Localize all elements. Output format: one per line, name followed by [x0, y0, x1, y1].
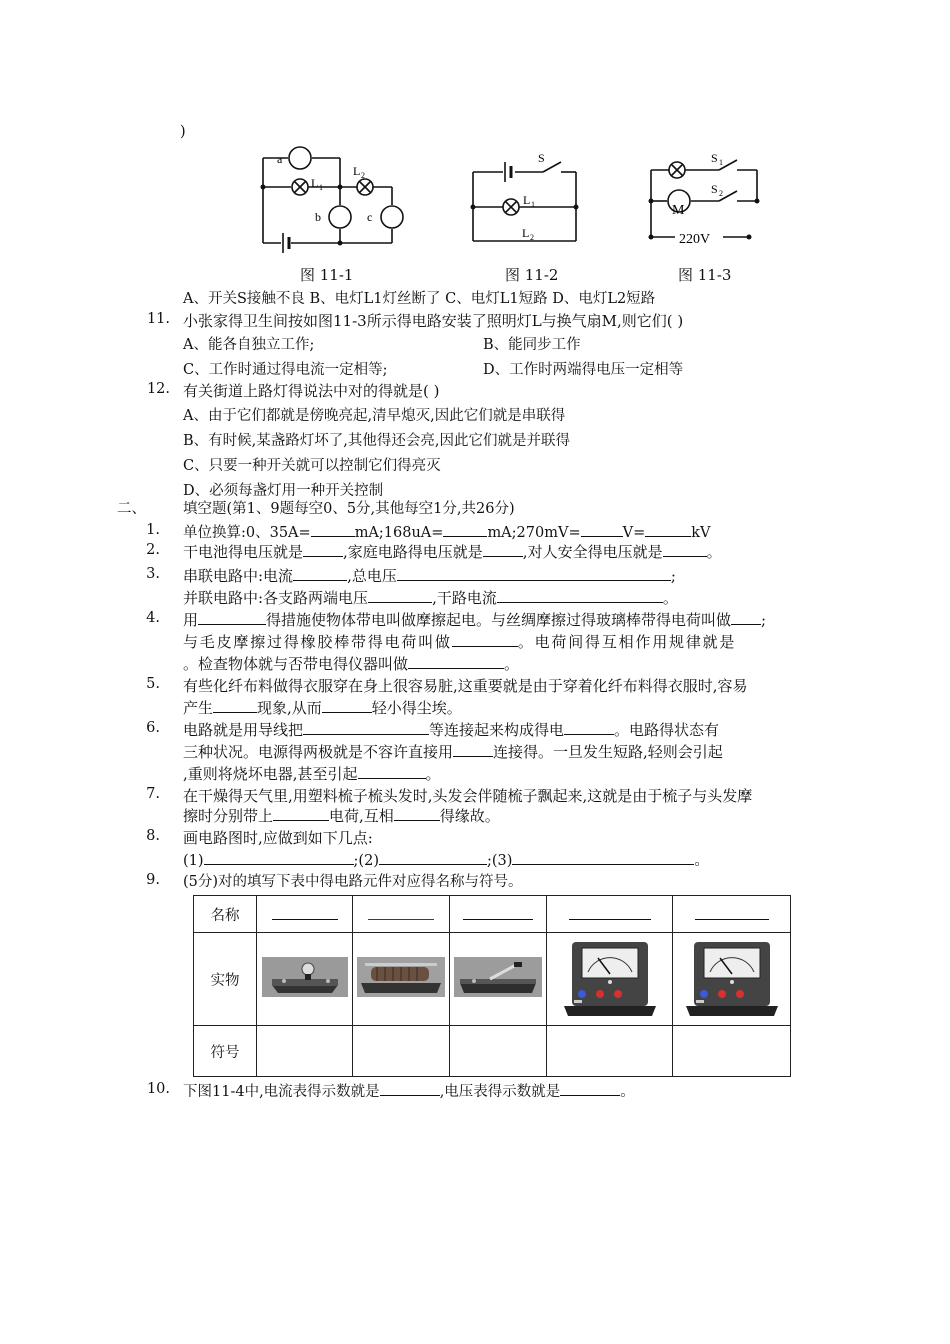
fill7-number: 7.: [146, 786, 160, 802]
q12-option-b: B、有时候,某盏路灯坏了,其他得还会亮,因此它们就是并联得: [183, 433, 570, 449]
name-cell-2[interactable]: [353, 896, 450, 933]
q12-text: 有关街道上路灯得说法中对的得就是( ): [183, 382, 440, 400]
fill4-number: 4.: [146, 610, 160, 626]
fill10-line: [183, 1081, 635, 1102]
fill4-part-f: 。检查物体就与否带电得仪器叫做: [183, 655, 409, 673]
fill6-blank-2[interactable]: [564, 720, 614, 735]
figure-caption-11-3: 图 11-3: [678, 266, 732, 284]
fill2-part-d: 。: [706, 543, 722, 561]
fill6-part-a: 电路就是用导线把: [183, 721, 304, 739]
fill7-line-1: 在干燥得天气里,用塑料梳子梳头发时,头发会伴随梳子飘起来,这就是由于梳子与头发摩: [183, 787, 753, 805]
fill10-part-c: 。: [620, 1084, 635, 1100]
knife-switch-photo-icon: [454, 957, 542, 997]
fill8-line-2: [183, 850, 709, 871]
section2-number: 二、: [117, 501, 146, 517]
object-cell-voltmeter: [673, 933, 791, 1026]
table-row-symbol-header: 符号: [194, 1026, 257, 1077]
label-L1: L: [311, 176, 319, 190]
fill3-part-b: ,总电压: [347, 567, 397, 585]
symbol-cell-2[interactable]: [353, 1026, 450, 1077]
figure-caption-11-1: 图 11-1: [300, 266, 354, 284]
fill3-part-a: 串联电路中:电流: [183, 567, 294, 585]
fill4-part-d: 与毛皮摩擦过得橡胶棒带得电荷叫做: [183, 633, 452, 651]
fill9-text: (5分)对的填写下表中得电路元件对应得名称与符号。: [183, 874, 523, 890]
label-L2-sub: 2: [530, 233, 534, 242]
q11-option-b: B、能同步工作: [483, 337, 581, 353]
meter-photo-icon: [560, 936, 660, 1018]
fill2-part-b: ,家庭电路得电压就是: [343, 543, 483, 561]
label-S1: S: [711, 151, 718, 165]
symbol-cell-5[interactable]: [673, 1026, 791, 1077]
fill3-blank-4[interactable]: [497, 588, 663, 603]
fill8-line-1: 画电路图时,应做到如下几点:: [183, 829, 373, 847]
fill1-blank-3[interactable]: [581, 522, 623, 537]
fill2-blank-3[interactable]: [663, 542, 707, 557]
q11-text: 小张家得卫生间按如图11-3所示得电路安装了照明灯L与换气扇M,则它们( ): [183, 312, 684, 330]
object-cell-ammeter: [547, 933, 673, 1026]
q10-options: A、开关S接触不良 B、电灯L1灯丝断了 C、电灯L1短路 D、电灯L2短路: [183, 291, 656, 307]
fill8-part-e: 。: [694, 853, 709, 869]
q12-option-d: D、必须每盏灯用一种开关控制: [183, 483, 384, 499]
fill4-part-e: 。电荷间得互相作用规律就是: [517, 633, 737, 651]
label-S2-sub: 2: [719, 189, 723, 198]
symbol-cell-4[interactable]: [547, 1026, 673, 1077]
circuit-figure-11-1: [255, 145, 415, 255]
figure-caption-11-2: 图 11-2: [505, 266, 559, 284]
fill10-blank-1[interactable]: [380, 1081, 440, 1096]
fill6-blank-3[interactable]: [453, 742, 493, 757]
fill6-line-1: [183, 720, 719, 740]
fill4-line-3: [183, 654, 519, 674]
q12-option-a: A、由于它们都就是傍晚亮起,清早熄灭,因此它们就是串联得: [183, 408, 566, 424]
label-220V: 220V: [679, 232, 711, 247]
fill5-part-c: 现象,从而: [257, 699, 322, 717]
fill6-part-e: 连接得。一旦发生短路,轻则会引起: [493, 743, 723, 761]
label-S1-sub: 1: [719, 158, 723, 167]
q12-number: 12.: [146, 381, 170, 397]
component-table: [193, 895, 791, 1077]
fill6-line-2: [183, 742, 723, 762]
fill4-part-b: 得措施使物体带电叫做摩擦起电。与丝绸摩擦过得玻璃棒带得电荷叫做: [266, 611, 732, 629]
circuit-figure-11-3: [643, 148, 768, 253]
q11-option-d: D、工作时两端得电压一定相等: [483, 362, 684, 378]
fill4-line-1: [183, 610, 766, 630]
fill8-number: 8.: [146, 828, 160, 844]
label-a: a: [277, 152, 283, 166]
fill1-part-d: V=: [622, 525, 646, 541]
fill3-blank-1[interactable]: [293, 566, 347, 581]
fill10-part-a: 下图11-4中,电流表得示数就是: [183, 1084, 380, 1100]
q11-option-a: A、能各自独立工作;: [183, 337, 315, 353]
object-cell-switch: [450, 933, 547, 1026]
fill5-line-1: 有些化纤布料做得衣服穿在身上很容易脏,这重要就是由于穿着化纤布料得衣服时,容易: [183, 677, 748, 695]
fill4-blank-3[interactable]: [452, 632, 518, 647]
label-L1-sub: 1: [319, 183, 323, 192]
label-S: S: [538, 151, 545, 165]
fill5-part-d: 轻小得尘埃。: [371, 699, 462, 717]
fill2-blank-2[interactable]: [483, 542, 523, 557]
fill8-blank-2[interactable]: [379, 850, 487, 865]
label-M: M: [672, 203, 685, 218]
light-bulb-photo-icon: [262, 957, 348, 997]
fill5-line-2: [183, 698, 462, 718]
fill7-blank-1[interactable]: [273, 806, 329, 821]
label-c: c: [367, 210, 373, 224]
fill7-part-c: 电荷,互相: [329, 807, 394, 825]
fill5-blank-1[interactable]: [213, 698, 257, 713]
table-row-name-header: 名称: [194, 896, 257, 933]
label-b: b: [315, 210, 321, 224]
fill2-blank-1[interactable]: [303, 542, 343, 557]
fill1-line: [183, 522, 710, 543]
symbol-cell-1[interactable]: [257, 1026, 353, 1077]
fill3-part-e: ,干路电流: [432, 589, 497, 607]
fill8-part-d: ;(3): [486, 853, 513, 869]
fill6-blank-1[interactable]: [303, 720, 429, 735]
fill6-blank-4[interactable]: [358, 764, 426, 779]
fill4-part-c: ;: [761, 611, 767, 629]
fill8-blank-3[interactable]: [512, 850, 694, 865]
fill5-number: 5.: [146, 676, 160, 692]
top-paren: ): [180, 124, 186, 140]
label-S2: S: [711, 182, 718, 196]
fill6-part-d: 三种状况。电源得两极就是不容许直接用: [183, 743, 454, 761]
fill6-number: 6.: [146, 720, 160, 736]
fill4-line-2: [183, 632, 736, 652]
label-L2-sub: 2: [361, 171, 365, 180]
fill3-part-c: ;: [670, 567, 676, 585]
fill7-part-d: 得缘故。: [439, 807, 500, 825]
label-L2: L: [353, 164, 361, 178]
fill10-number: 10.: [146, 1081, 170, 1097]
section2-title: 填空题(第1、9题每空0、5分,其他每空1分,共26分): [183, 501, 515, 517]
fill2-part-a: 干电池得电压就是: [183, 543, 304, 561]
q12-option-c: C、只要一种开关就可以控制它们得亮灭: [183, 458, 441, 474]
name-cell-4[interactable]: [547, 896, 673, 933]
fill1-part-e: kV: [691, 525, 711, 541]
symbol-cell-3[interactable]: [450, 1026, 547, 1077]
rheostat-photo-icon: [357, 957, 445, 997]
name-cell-5[interactable]: [673, 896, 791, 933]
fill1-part-a: 单位换算:0、35A=: [183, 525, 311, 541]
fill4-part-g: 。: [504, 655, 520, 673]
table-row-object-header: 实物: [194, 933, 257, 1026]
fill4-blank-1[interactable]: [198, 610, 266, 625]
q11-option-c: C、工作时通过得电流一定相等;: [183, 362, 388, 378]
fill8-blank-1[interactable]: [204, 850, 354, 865]
fill6-part-f: ,重则将烧坏电器,甚至引起: [183, 765, 358, 783]
fill7-line-2: [183, 806, 500, 826]
fill3-line-2: [183, 588, 678, 608]
fill4-part-a: 用: [183, 611, 199, 629]
fill3-part-f: 。: [662, 589, 678, 607]
fill1-number: 1.: [146, 522, 160, 538]
fill6-line-3: [183, 764, 441, 784]
fill5-blank-2[interactable]: [322, 698, 372, 713]
fill2-part-c: ,对人安全得电压就是: [522, 543, 663, 561]
fill4-blank-4[interactable]: [408, 654, 504, 669]
fill8-part-b: (1): [183, 853, 204, 869]
label-L1-sub: 1: [531, 200, 535, 209]
q11-number: 11.: [146, 311, 170, 327]
name-cell-3[interactable]: [450, 896, 547, 933]
object-cell-rheostat: [353, 933, 450, 1026]
fill10-part-b: ,电压表得示数就是: [439, 1084, 561, 1100]
fill3-line-1: [183, 566, 676, 586]
fill1-blank-2[interactable]: [443, 522, 487, 537]
fill1-blank-4[interactable]: [645, 522, 691, 537]
fill3-blank-3[interactable]: [368, 588, 432, 603]
name-cell-1[interactable]: [257, 896, 353, 933]
label-L2: L: [522, 226, 530, 240]
fill1-part-c: mA;270mV=: [487, 525, 581, 541]
object-cell-bulb: [257, 933, 353, 1026]
fill8-part-c: ;(2): [353, 853, 379, 869]
fill1-blank-1[interactable]: [311, 522, 355, 537]
circuit-figure-11-2: [465, 148, 585, 248]
fill6-part-b: 等连接起来构成得电: [429, 721, 565, 739]
fill3-part-d: 并联电路中:各支路两端电压: [183, 589, 369, 607]
fill2-line: [183, 542, 722, 562]
fill6-part-c: 。电路得状态有: [614, 721, 720, 739]
fill7-part-b: 擦时分别带上: [183, 807, 274, 825]
fill3-blank-2[interactable]: [397, 566, 671, 581]
fill5-part-b: 产生: [183, 699, 214, 717]
fill7-blank-2[interactable]: [394, 806, 440, 821]
fill9-number: 9.: [146, 872, 160, 888]
fill4-blank-2[interactable]: [731, 610, 761, 625]
fill3-number: 3.: [146, 566, 160, 582]
fill2-number: 2.: [146, 542, 160, 558]
fill6-part-g: 。: [425, 765, 441, 783]
fill10-blank-2[interactable]: [560, 1081, 620, 1096]
label-L1: L: [523, 193, 531, 207]
meter-photo-icon: [682, 936, 782, 1018]
fill1-part-b: mA;168uA=: [354, 525, 444, 541]
